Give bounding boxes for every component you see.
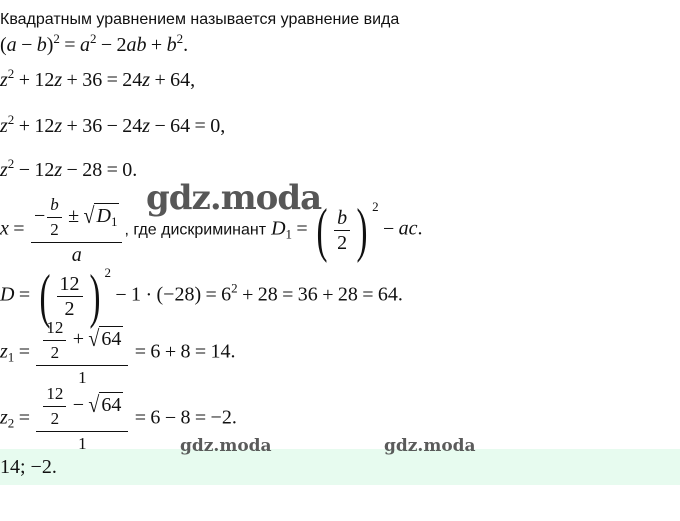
root-formula: x = − $\frac{b}{2}$ ± √ $D_1$ a , где дискриминант $D_1$ = ( $\frac{b}{2}$ ) $^2$− ac. [0, 195, 423, 266]
watermark-left: gdz.moda [180, 436, 272, 456]
watermark-right: gdz.moda [384, 436, 476, 456]
root-z1: $z_1$ = $\frac{12}{2}$ + √ 64 1 = 6 + 8 = 14. [0, 316, 236, 390]
equation-step-3: $z^2 - 12z - 28 = 0$. [0, 155, 138, 181]
equation-step-2: $z^2 + 12z + 36 - 24z - 64 = 0$, [0, 111, 226, 137]
equation-step-1: $z^2 + 12z + 36 = 24z + 64$, [0, 65, 196, 91]
root-z2: $z_2$ = $\frac{12}{2}$ − √ 64 1 = 6 − 8 = −2. [0, 382, 237, 456]
formula-square-of-difference: $(a - b)^2 = a^2 - 2ab + b^2$. [0, 30, 189, 56]
answer-text: 14; −2. [0, 456, 57, 478]
intro-text: Квадратным уравнением называется уравнение вида [0, 11, 400, 28]
discriminant-computation: D = ( $\frac{12}{2}$ ) $^2- 1 \cdot (-28) = 6^2 + 28 = 36 + 28 = 64$. [0, 263, 403, 329]
watermark-main: gdz.moda [146, 178, 322, 218]
where-text: , где дискриминант [124, 221, 267, 239]
